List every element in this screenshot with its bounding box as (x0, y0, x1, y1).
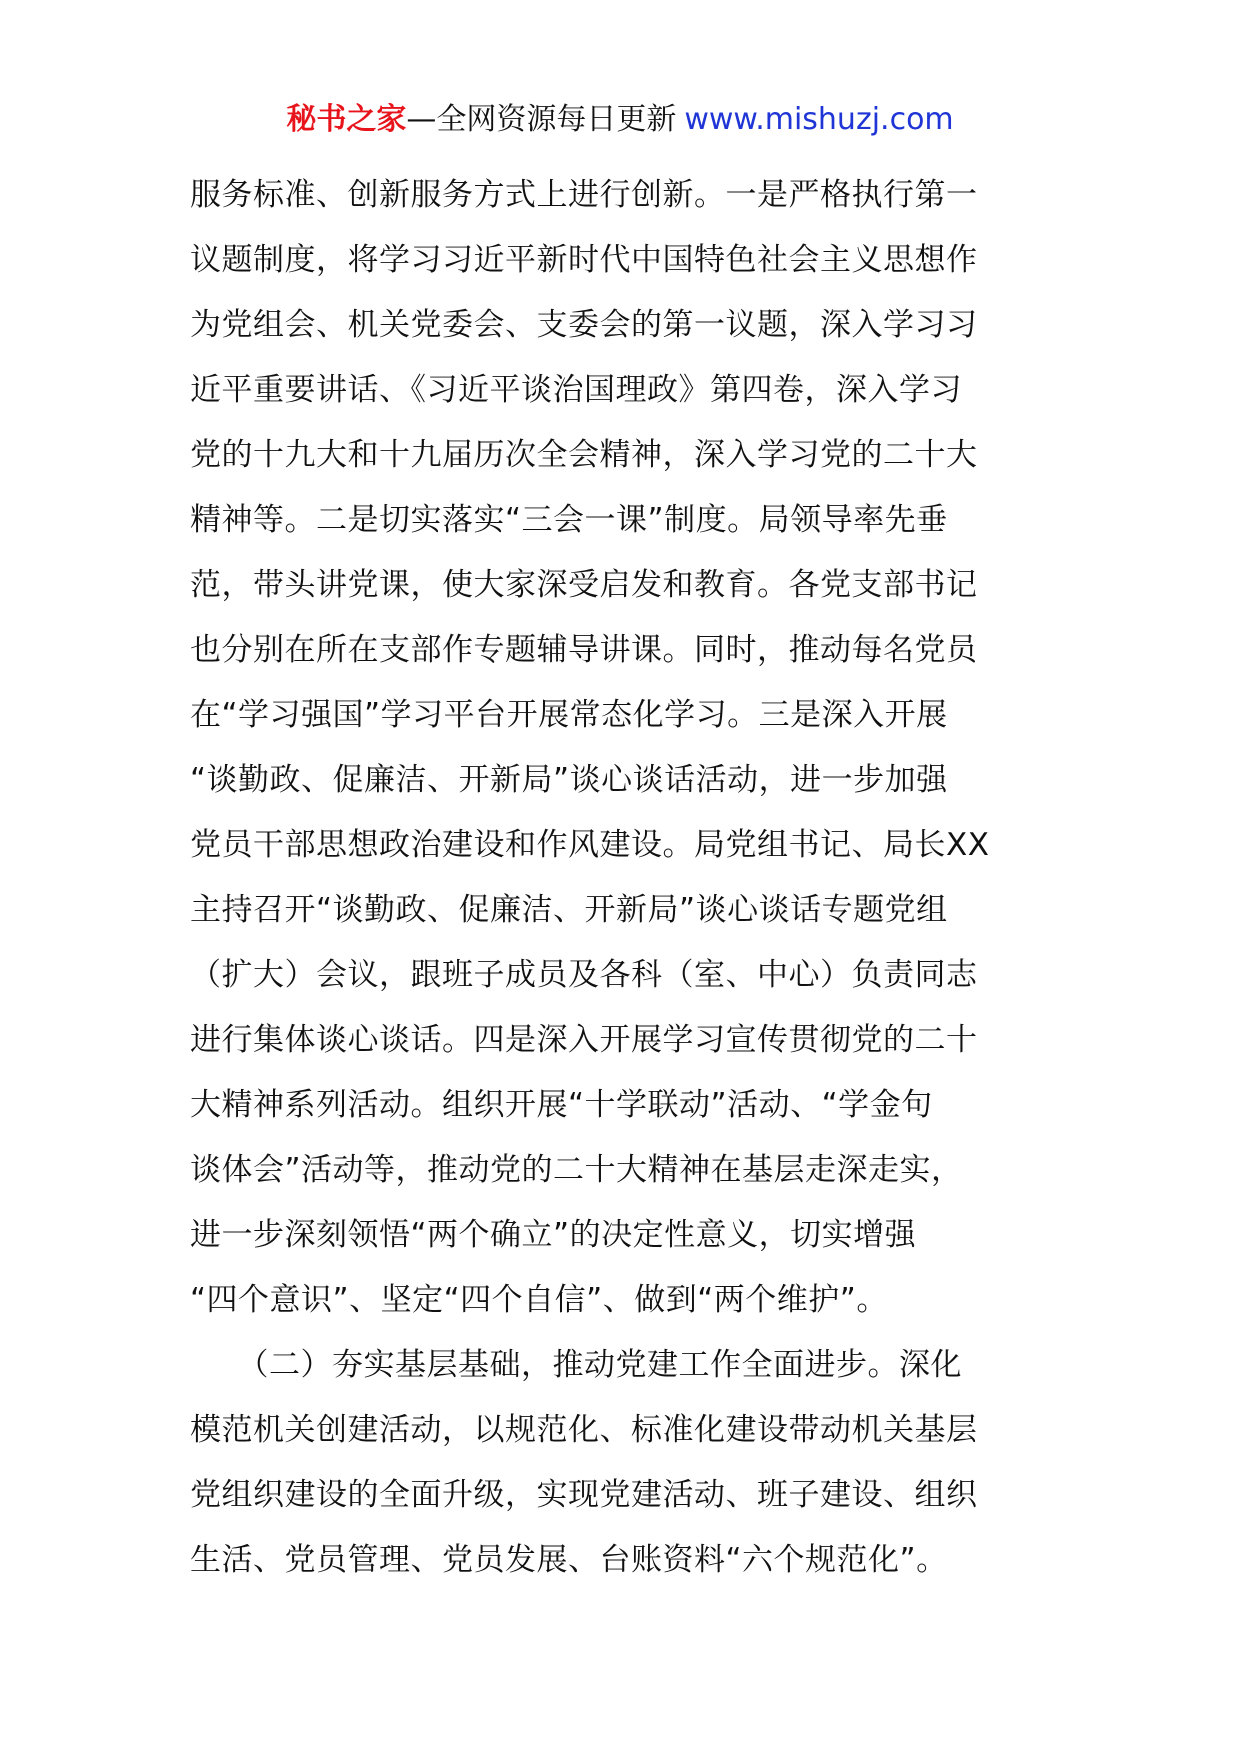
text-line: 近平重要讲话、《习近平谈治国理政》第四卷，深入学习 (190, 372, 962, 408)
brand-name: 秘书之家 (286, 102, 407, 137)
text-line: （扩大）会议，跟班子成员及各科（室、中心）负责同志 (190, 957, 978, 993)
text-line: 党的十九大和十九届历次全会精神，深入学习党的二十大 (190, 437, 978, 473)
text-line: 模范机关创建活动，以规范化、标准化建设带动机关基层 (190, 1412, 978, 1448)
text-line: 精神等。二是切实落实“三会一课”制度。局领导率先垂 (190, 502, 948, 538)
text-line: 党员干部思想政治建设和作风建设。局党组书记、局长XX (190, 827, 990, 863)
text-line: 谈体会”活动等，推动党的二十大精神在基层走深走实， (190, 1152, 963, 1188)
header-slogan: —全网资源每日更新 (406, 102, 677, 137)
site-url-link[interactable]: www.mishuzj.com (684, 102, 954, 137)
text-line: 大精神系列活动。组织开展“十学联动”活动、“学金句 (190, 1087, 933, 1123)
text-line: 进一步深刻领悟“两个确立”的决定性意义，切实增强 (190, 1217, 917, 1253)
text-line: “四个意识”、坚定“四个自信”、做到“两个维护”。 (190, 1282, 888, 1318)
text-line: 在“学习强国”学习平台开展常态化学习。三是深入开展 (190, 697, 948, 733)
text-line: 议题制度，将学习习近平新时代中国特色社会主义思想作 (190, 242, 978, 278)
text-line: 服务标准、创新服务方式上进行创新。一是严格执行第一 (190, 177, 978, 213)
document-body (190, 163, 1070, 1593)
text-line: 党组织建设的全面升级，实现党建活动、班子建设、组织 (190, 1477, 978, 1513)
text-line: 进行集体谈心谈话。四是深入开展学习宣传贯彻党的二十 (190, 1022, 978, 1058)
text-line: 为党组会、机关党委会、支委会的第一议题，深入学习习 (190, 307, 978, 343)
text-line: （二）夯实基层基础，推动党建工作全面进步。深化 (190, 1347, 962, 1383)
text-line: 主持召开“谈勤政、促廉洁、开新局”谈心谈话专题党组 (190, 892, 948, 928)
page-header (0, 100, 1240, 140)
text-line: 范，带头讲党课，使大家深受启发和教育。各党支部书记 (190, 567, 978, 603)
text-line: 也分别在所在支部作专题辅导讲课。同时，推动每名党员 (190, 632, 978, 668)
text-line: 生活、党员管理、党员发展、台账资料“六个规范化”。 (190, 1542, 948, 1578)
text-line: “谈勤政、促廉洁、开新局”谈心谈话活动，进一步加强 (190, 762, 948, 798)
